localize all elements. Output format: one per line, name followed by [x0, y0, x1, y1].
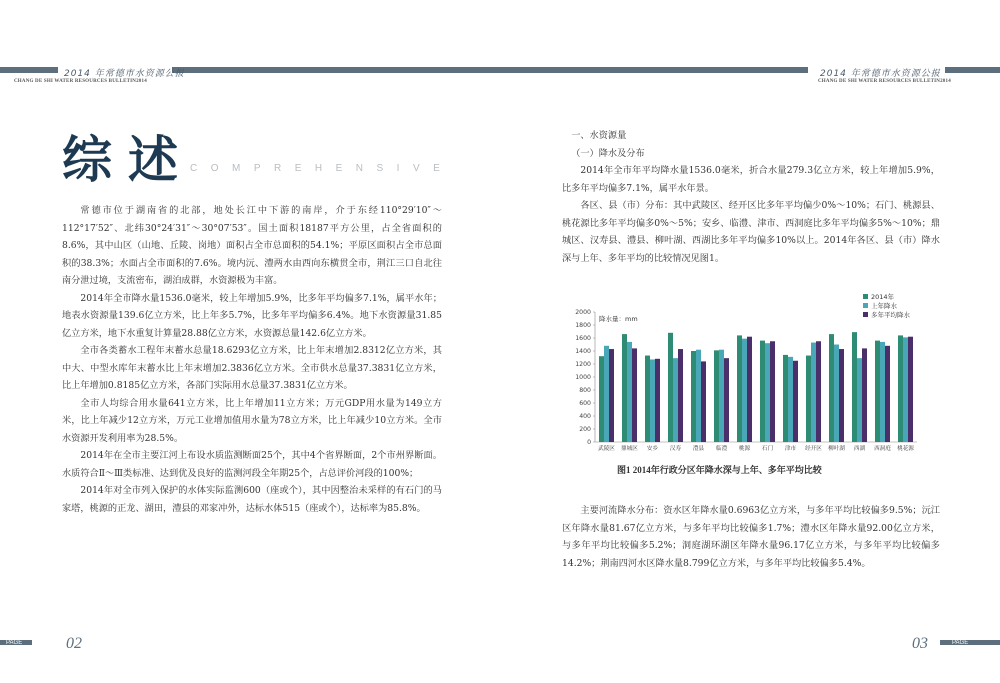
- bar: [622, 334, 627, 442]
- bar: [604, 346, 609, 442]
- footer-bar-right: [940, 640, 1000, 645]
- x-tick-label: 鼎城区: [621, 446, 638, 452]
- bar: [880, 342, 885, 442]
- page-label-right: PAGE: [952, 640, 969, 646]
- bar: [903, 337, 908, 442]
- x-tick-label: 澧县: [692, 446, 705, 452]
- header-bar-left-stub: [0, 67, 58, 73]
- section-heading: 一、水资源量: [571, 130, 627, 141]
- bar: [857, 358, 862, 442]
- bar: [632, 348, 637, 442]
- x-tick-label: 西洞庭: [874, 446, 891, 452]
- x-tick-label: 武陵区: [598, 446, 615, 452]
- bar: [650, 359, 655, 442]
- bar: [898, 335, 903, 442]
- bar: [811, 343, 816, 442]
- bar: [816, 341, 821, 442]
- bar: [599, 356, 604, 442]
- legend-label: 2014年: [871, 293, 895, 301]
- header-bar-right: [500, 67, 808, 73]
- bar: [793, 361, 798, 442]
- paragraph: 常德市位于湖南省的北部，地处长江中下游的南岸，介于东经110°29′10″～112°17′52″、北纬30°24′31″～30°07′53″。国土面积18187平方公里，占全省面积的8.6%，其中山区（山地、丘陵、岗地）面积占全市总面积的54.1%；平原区面积占全市总面积的38.3%；水面占全市面积的7.6%。境内沅、澧两水由西向东横贯全市，荆江三口自北往南分泄过境，支流密布，湖泊成群，水资源极为丰富。: [62, 205, 442, 286]
- bar: [737, 335, 742, 442]
- bar: [719, 350, 724, 442]
- x-tick-label: 经开区: [805, 446, 822, 452]
- y-tick-label: 400: [579, 413, 591, 421]
- header-bar-right-stub: [945, 67, 1000, 73]
- y-axis-label: 降水量：mm: [599, 315, 638, 323]
- bar: [724, 358, 729, 442]
- bar: [714, 350, 719, 442]
- bar: [806, 356, 811, 442]
- bar: [645, 356, 650, 442]
- y-tick-label: 1000: [575, 374, 591, 382]
- bar: [747, 337, 752, 442]
- page-number-right: 03: [912, 635, 928, 652]
- legend-label: 多年平均降水: [871, 311, 910, 319]
- page-number-left: 02: [66, 635, 82, 652]
- y-tick-label: 1600: [575, 335, 591, 343]
- x-tick-label: 安乡: [646, 446, 659, 452]
- page-subtitle: COMPREHENSIVE: [190, 163, 454, 174]
- page-label-left: PAGE: [6, 640, 23, 646]
- header-subtitle-left: CHANG DE SHI WATER RESOURCES BULLETIN2014: [14, 79, 147, 84]
- bar: [696, 350, 701, 442]
- bar: [701, 361, 706, 442]
- bar: [834, 345, 839, 443]
- x-tick-label: 桃花源: [897, 446, 914, 452]
- x-tick-label: 津市: [784, 446, 797, 452]
- bar: [627, 342, 632, 442]
- bar: [839, 349, 844, 442]
- header-subtitle-right: CHANG DE SHI WATER RESOURCES BULLETIN2014: [818, 79, 951, 84]
- header-bar-left: [172, 67, 500, 73]
- paragraph: 2014年全市年平均降水量1536.0毫米，折合水量279.3亿立方米，较上年增加5.9%，比多年平均偏多7.1%，属平水年景。: [562, 165, 940, 194]
- x-tick-label: 临澧: [715, 446, 728, 452]
- legend-swatch: [863, 312, 868, 317]
- right-column-top: [562, 127, 940, 267]
- subsection-heading: （一）降水及分布: [571, 147, 645, 159]
- left-column: [62, 202, 442, 517]
- bar: [885, 346, 890, 442]
- x-tick-label: 西湖: [853, 446, 866, 452]
- bar: [678, 349, 683, 442]
- bar: [875, 341, 880, 442]
- x-tick-label: 汉寿: [669, 446, 682, 452]
- bar: [668, 333, 673, 442]
- bar: [829, 334, 834, 442]
- x-tick-label: 柳叶湖: [828, 446, 845, 452]
- paragraph: 主要河流降水分布：资水区年降水量0.6963亿立方米，与多年平均比较偏多9.5%；沅江区年降水量81.67亿立方米，与多年平均比较偏多1.7%；澧水区年降水量92.00亿立方米，与多年平均比较偏多5.2%；洞庭湖环湖区年降水量96.17亿立方米，与多年平均比较偏多14.2%；荆南四河水区降水量8.799亿立方米，与多年平均比较偏多5.4%。: [562, 505, 940, 569]
- y-tick-label: 0: [587, 439, 591, 447]
- bar: [673, 358, 678, 442]
- right-column-bottom: [562, 502, 940, 572]
- bar: [852, 332, 857, 442]
- y-tick-label: 800: [579, 387, 591, 395]
- paragraph: 全市各类蓄水工程年末蓄水总量18.6293亿立方米，比上年末增加2.8312亿立方米，其中大、中型水库年末蓄水比上年末增加2.3836亿立方米。全市供水总量37.3831亿立方米，比上年增加0.8185亿立方米，各部门实际用水总量37.3831亿立方米。: [62, 345, 442, 391]
- precipitation-bar-chart: [565, 290, 925, 475]
- paragraph: 2014年全市降水量1536.0毫米，较上年增加5.9%，比多年平均偏多7.1%，属平水年；地表水资源量139.6亿立方米，比上年多5.7%，比多年平均偏多6.4%。地下水资源量31.85亿立方米，地下水重复计算量28.88亿立方米，水资源总量142.6亿立方米。: [62, 292, 442, 339]
- y-tick-label: 1400: [575, 348, 591, 356]
- paragraph: 各区、县（市）分布：其中武陵区、经开区比多年平均偏少0%～10%；石门、桃源县、桃花源比多年平均偏多0%～5%；安乡、临澧、津市、西洞庭比多年平均偏多5%～10%；鼎城区、汉寿县、澧县、柳叶湖、西湖比多年平均偏多10%以上。2014年各区、县（市）降水深与上年、多年平均的比较情况见图1。: [562, 200, 940, 264]
- bar: [609, 349, 614, 442]
- bar: [691, 351, 696, 442]
- legend-swatch: [863, 294, 868, 299]
- y-tick-label: 1200: [575, 361, 591, 369]
- y-tick-label: 2000: [575, 309, 591, 317]
- header-title-right: 2014 年常德市水资源公报: [820, 69, 941, 79]
- bar: [742, 339, 747, 442]
- bar: [908, 337, 913, 442]
- legend-swatch: [863, 303, 868, 308]
- bar: [760, 341, 765, 442]
- bar: [788, 357, 793, 442]
- page-title: 综述: [62, 130, 194, 189]
- paragraph: 2014年对全市列入保护的水体实际监测600（座或个），其中因整治未采样的有石门的马家塔，桃源的正龙、湖田，澧县的邓家冲外，达标水体515（座或个），达标率为85.8%。: [62, 485, 442, 514]
- bar: [765, 343, 770, 442]
- y-tick-label: 1800: [575, 322, 591, 330]
- y-tick-label: 600: [579, 400, 591, 408]
- x-tick-label: 石门: [761, 446, 774, 452]
- y-tick-label: 200: [579, 426, 591, 434]
- bar: [783, 355, 788, 442]
- x-tick-label: 桃源: [738, 446, 751, 452]
- bar: [655, 359, 660, 442]
- bar: [770, 341, 775, 442]
- header-title-left: 2014 年常德市水资源公报: [64, 69, 185, 79]
- legend-label: 上年降水: [871, 302, 897, 310]
- bar: [862, 348, 867, 442]
- figure-caption: 图1 2014年行政分区年降水深与上年、多年平均比较: [617, 465, 822, 475]
- paragraph: 全市人均综合用水量641立方米，比上年增加11立方米；万元GDP用水量为149立方米，比上年减少12立方米，万元工业增加值用水量为78立方米，比上年减少10立方米。全市水资源开发利用率为28.5%。: [62, 397, 442, 444]
- paragraph: 2014年在全市主要江河上布设水质监测断面25个，其中4个省界断面，2个市州界断面。水质符合Ⅱ～Ⅲ类标准、达到优及良好的监测河段全年期25个，占总评价河段的100%；: [62, 450, 442, 479]
